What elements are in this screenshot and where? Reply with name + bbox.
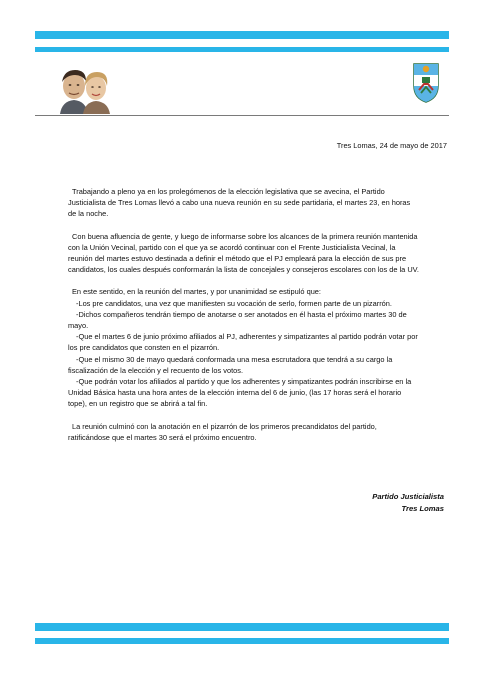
bottom-band-thin: [35, 638, 449, 644]
header-divider: [35, 115, 449, 116]
list-item-5: -Que podrán votar los afiliados al partido y que los adherentes y simpatizantes podrán inscribirse en la Unidad Básica hasta una hora antes de la elección interna del 6 de junio, (las 17 horas será el horario tope), en un registro que se abrirá a tal fin.: [68, 377, 412, 409]
peron-evita-portrait-icon: [56, 64, 114, 114]
signature-block: [372, 491, 444, 514]
pj-escudo-emblem-icon: [411, 60, 441, 104]
closing-paragraph: La reunión culminó con la anotación en el pizarrón de los primeros precandidatos del partido, ratificándose que el martes 30 será el próximo encuentro.: [68, 421, 377, 442]
list-item-2: -Dichos compañeros tendrán tiempo de anotarse o ser anotados en él hasta el próximo martes 30 de mayo.: [68, 309, 407, 331]
letter-body: [68, 186, 420, 443]
list-item-1: -Los pre candidatos, una vez que manifiesten su vocación de serlo, formen parte de un pizarrón.: [76, 298, 392, 308]
paragraph-3: En este sentido, en la reunión del martes, y por unanimidad se estipuló que:: [72, 287, 321, 297]
list-item-3: -Que el martes 6 de junio próximo afiliados al PJ, adherentes y simpatizantes al partido podrán votar por los pre candidatos que consten en el pizarrón.: [68, 332, 418, 353]
paragraph-1: Trabajando a pleno ya en los prolegómenos de la elección legislativa que se avecina, el Partido Justicialista de Tres Lomas llevó a cabo una nueva reunión en su sede partidaria, el martes 23, en horas de la noche.: [68, 187, 411, 219]
paragraph-2: Con buena afluencia de gente, y luego de informarse sobre los alcances de la primera reunión mantenida con la Unión Vecinal, partido con el que ya se acordó continuar con el Frente Justicialista Vecinal, la reunión del martes estuvo destinada a definir el método que el PJ empleará para la elección de sus pre candidatos, los cuales después conformarán la lista de concejales y consejeros escolares con los de la UV.: [68, 231, 419, 275]
date-line: Tres Lomas, 24 de mayo de 2017: [336, 141, 447, 150]
top-band-thick: [35, 31, 449, 39]
signature-town: Tres Lomas: [401, 503, 444, 513]
signature-party: Partido Justicialista: [372, 492, 444, 501]
list-item-4: -Que el mismo 30 de mayo quedará conformada una mesa escrutadora que tendrá a su cargo la fiscalización de la elección y el recuento de los votos.: [68, 354, 393, 375]
top-band-thin: [35, 47, 449, 52]
bottom-band-thick: [35, 623, 449, 631]
